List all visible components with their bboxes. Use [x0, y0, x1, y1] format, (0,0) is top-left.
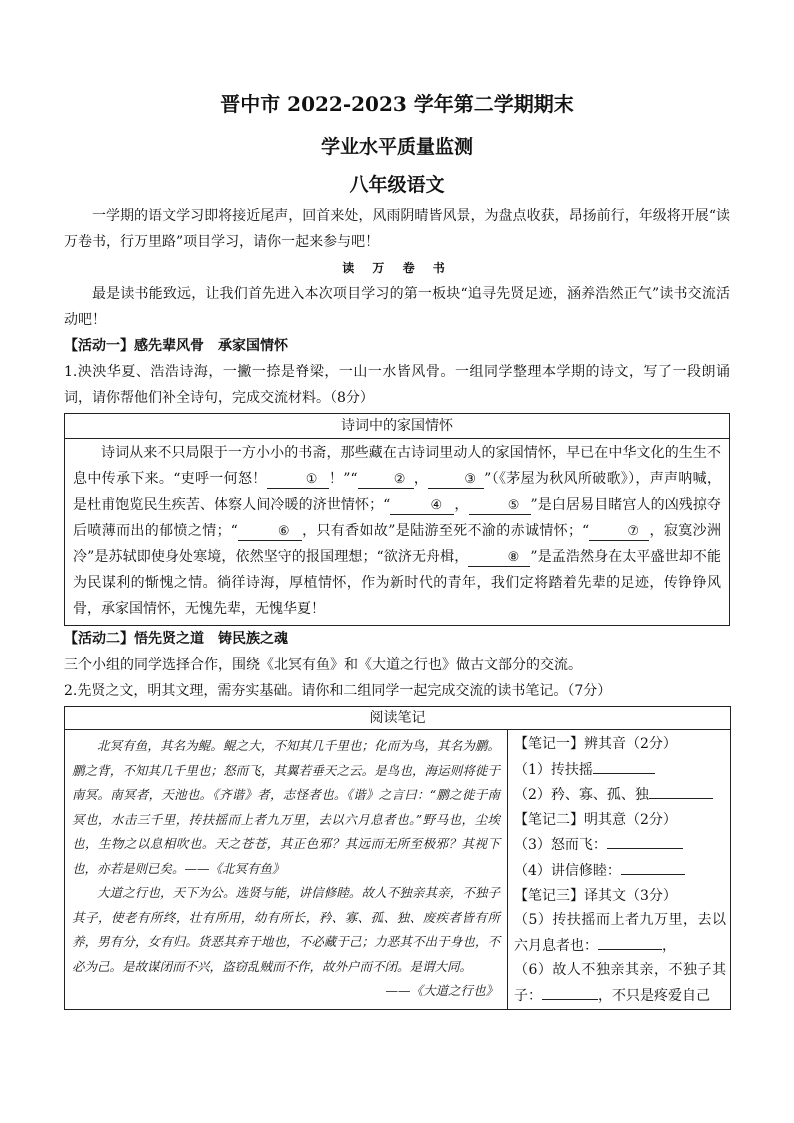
answer-blank-q2[interactable] — [649, 782, 713, 799]
reading-notes-table — [64, 706, 731, 1010]
exam-page — [64, 92, 730, 1010]
section-title: 读 万 卷 书 — [342, 261, 452, 275]
text-dadao: 大道之行也，天下为公。选贤与能，讲信修睦。故人不独亲其亲，不独子其子，使老有所终，壮有所用，幼有所长，矜、寡、孤、独、废疾者皆有所养，男有分，女有归。货恶其弃于地也，不必藏于己；力恶其不出于身也，不必为己。是故谋闭而不兴，盗窃乱贼而不作，故外户而不闭。是谓大同。 — [72, 885, 500, 974]
blank-3[interactable]: ③ — [428, 471, 484, 489]
answer-blank-q5[interactable] — [598, 933, 662, 950]
note2-title: 【笔记二】明其意（2分） — [514, 811, 677, 828]
blank-4[interactable]: ④ — [390, 497, 454, 515]
note2-q3: （3）怒而飞： — [514, 832, 726, 858]
note3-q5: （5）抟扶摇而上者九万里，去以六月息者也： ， — [514, 912, 726, 954]
exam-subject: 八年级语文 — [349, 174, 445, 196]
reading-notes-title: 阅读笔记 — [65, 707, 731, 730]
answer-blank-q1[interactable] — [593, 757, 655, 774]
poem-paragraph: 诗词从来不只局限于一方小小的书斋，那些藏在古诗词里动人的家国情怀，早已在中华文化的生生不息中传承下来。“吏呼一何怒！ ① ！”“ ② ， ③ ”（《茅屋为秋风所破歌》），声声呐喊，是杜甫饱览民生疾苦、体察人间冷暖的济世情怀；“ ④ ， ⑤ ”是白居易目睹宫人的凶残掠夺后喷薄而出的郁愤之情；“ ⑥ ，只有香如故”是陆游至死不渝的赤诚情怀；“ ⑦ ，寂寞沙洲冷”是苏轼即使身处寒境，依然坚守的报国理想；“欲济无舟楫， ⑧ ”是孟浩然身在太平盛世却不能为民谋利的惭愧之情。徜徉诗海，厚植情怀，作为新时代的青年，我们定将踏着先辈的足迹，传铮铮风骨，承家国情怀，无愧先辈，无愧华夏！ — [73, 445, 722, 617]
section-intro: 最是读书能致远，让我们首先进入本次项目学习的第一板块“追寻先贤足迹，涵养浩然正气”读书交流活动吧！ — [64, 286, 730, 328]
blank-1[interactable]: ① — [267, 471, 329, 489]
activity2-intro: 三个小组的同学选择合作，围绕《北冥有鱼》和《大道之行也》做古文部分的交流。 — [64, 657, 582, 673]
notes-column — [508, 730, 731, 1010]
blank-2[interactable]: ② — [358, 471, 414, 489]
question2: 2.先贤之文，明其文理，需夯实基础。请你和二组同学一起完成交流的读书笔记。（7分） — [64, 683, 612, 699]
blank-6[interactable]: ⑥ — [238, 523, 302, 541]
note3-title: 【笔记三】译其文（3分） — [514, 887, 677, 904]
intro-paragraph: 一学期的语文学习即将接近尾声，回首来处，风雨阴晴皆风景，为盘点收获，昂扬前行，年级将开展“读万卷书，行万里路”项目学习，请你一起来参与吧！ — [64, 208, 730, 250]
blank-7[interactable]: ⑦ — [589, 523, 649, 541]
activity1-heading: 【活动一】感先辈风骨 承家国情怀 — [64, 338, 288, 354]
note1-q2: （2）矜、寡、孤、独 — [514, 782, 726, 808]
answer-blank-q3[interactable] — [607, 832, 683, 849]
text-beiming: 北冥有鱼，其名为鲲。鲲之大，不知其几千里也；化而为鸟，其名为鹏。鹏之背，不知其几千里也；怒而飞，其翼若垂天之云。是鸟也，海运则将徙于南冥。南冥者，天池也。《齐谐》者，志怪者也。《谐》之言曰：“鹏之徙于南冥也，水击三千里，抟扶摇而上者九万里，去以六月息者也。”野马也，尘埃也，生物之以息相吹也。天之苍苍，其正色邪？其远而无所至极邪？其视下也，亦若是则已矣。——《北冥有鱼》 — [72, 738, 500, 876]
exam-subtitle: 学业水平质量监测 — [320, 136, 473, 158]
answer-blank-q4[interactable] — [621, 858, 685, 875]
activity2-heading: 【活动二】悟先贤之道 铸民族之魂 — [64, 631, 288, 647]
exam-title: 晋中市 2022-2023 学年第二学期期末 — [220, 92, 574, 116]
answer-blank-q6[interactable] — [542, 983, 598, 1000]
blank-8[interactable]: ⑧ — [468, 549, 530, 567]
note1-q1: （1）抟扶摇 — [514, 757, 726, 783]
note2-q4: （4）讲信修睦： — [514, 858, 726, 884]
note1-title: 【笔记一】辨其音（2分） — [514, 736, 677, 752]
text-dadao-source: ——《大道之行也》 — [385, 983, 498, 998]
blank-5[interactable]: ⑤ — [469, 497, 531, 515]
poem-box — [64, 413, 730, 626]
question1: 1.泱泱华夏、浩浩诗海，一撇一捺是脊梁，一山一水皆风骨。一组同学整理本学期的诗文，写了一段朗诵词，请你帮他们补全诗句，完成交流材料。（8分） — [64, 364, 730, 406]
note3-q6: （6）故人不独亲其亲，不独子其子： ，不只是疼爱自己 — [514, 962, 726, 1004]
classic-texts — [65, 730, 508, 1010]
poem-box-title: 诗词中的家国情怀 — [65, 414, 729, 439]
